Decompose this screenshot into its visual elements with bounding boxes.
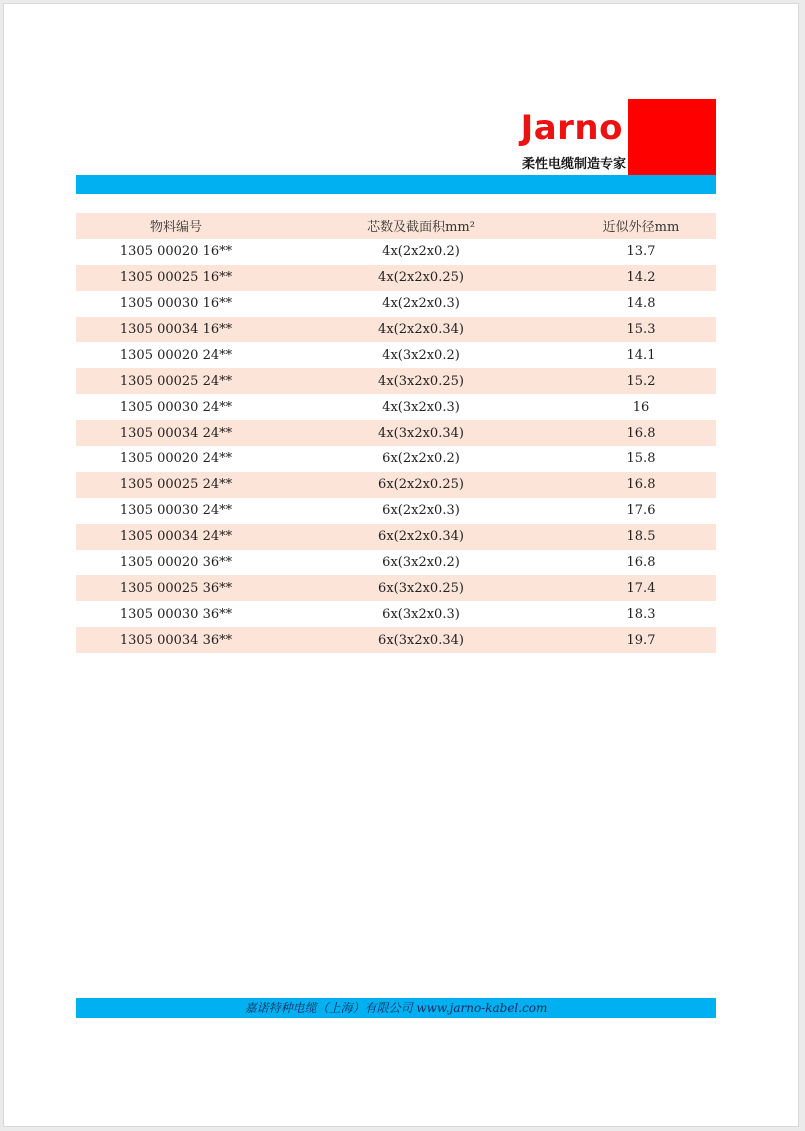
cell-material-number: 1305 00025 36** [119,580,233,596]
cell-material-number: 1305 00020 36** [119,555,233,571]
cell-cores-cross-section: 6x(2x2x0.3) [382,503,460,519]
cell-material-number: 1305 00034 24** [119,425,233,441]
cell-outer-diameter: 16.8 [626,555,656,571]
brand-slogan: 柔性电缆制造专家 [521,157,626,172]
cell-outer-diameter: 15.2 [626,373,656,389]
cell-cores-cross-section: 6x(2x2x0.2) [382,451,460,467]
cell-material-number: 1305 00030 24** [119,503,233,519]
table-row [76,317,716,343]
cell-material-number: 1305 00020 24** [119,451,233,467]
table-row [76,265,716,291]
cell-outer-diameter: 13.7 [626,244,656,260]
cell-cores-cross-section: 4x(3x2x0.34) [378,425,464,441]
header-cores-cross-section: 芯数及截面积mm² [367,220,475,236]
cell-cores-cross-section: 6x(2x2x0.25) [378,477,464,493]
table-row [76,601,716,627]
table-row [76,627,716,653]
table-row [76,394,716,420]
cell-outer-diameter: 17.4 [626,580,656,596]
cell-cores-cross-section: 4x(2x2x0.25) [378,270,464,286]
table-row [76,291,716,317]
cell-cores-cross-section: 6x(3x2x0.2) [382,555,460,571]
table-row [76,446,716,472]
cell-cores-cross-section: 4x(3x2x0.3) [382,399,460,415]
table-row [76,575,716,601]
cell-outer-diameter: 14.1 [626,347,656,363]
header-outer-diameter: 近似外径mm [602,220,680,236]
table-row [76,239,716,265]
table-row [76,342,716,368]
cell-outer-diameter: 16.8 [626,425,656,441]
cell-material-number: 1305 00034 24** [119,529,233,545]
cell-cores-cross-section: 4x(2x2x0.2) [382,244,460,260]
table-row [76,420,716,446]
cell-material-number: 1305 00020 24** [119,347,233,363]
cell-outer-diameter: 18.3 [626,606,656,622]
cell-outer-diameter: 14.2 [626,270,656,286]
table-header-row [76,213,716,239]
cell-outer-diameter: 16.8 [626,477,656,493]
cell-cores-cross-section: 6x(2x2x0.34) [378,529,464,545]
product-table [76,213,716,653]
cell-outer-diameter: 19.7 [626,632,656,648]
cell-cores-cross-section: 4x(3x2x0.2) [382,347,460,363]
brand-logo-block [628,99,716,175]
cell-cores-cross-section: 6x(3x2x0.34) [378,632,464,648]
cell-cores-cross-section: 4x(2x2x0.34) [378,322,464,337]
header-material-number: 物料编号 [149,220,202,236]
cell-material-number: 1305 00030 24** [119,399,233,415]
header-divider-bar [76,175,716,194]
footer-bar: 嘉诺特种电缆（上海）有限公司 www.jarno-kabel.com [76,998,716,1018]
cell-cores-cross-section: 6x(3x2x0.3) [382,606,460,622]
cell-material-number: 1305 00025 24** [119,477,233,493]
cell-material-number: 1305 00034 16** [119,322,233,337]
table-row [76,524,716,550]
cell-material-number: 1305 00030 36** [119,606,233,622]
cell-outer-diameter: 14.8 [626,296,656,312]
cell-cores-cross-section: 4x(2x2x0.3) [382,296,460,312]
table-row [76,550,716,576]
cell-cores-cross-section: 6x(3x2x0.25) [378,580,464,596]
cell-material-number: 1305 00034 36** [119,632,233,648]
cell-cores-cross-section: 4x(3x2x0.25) [378,373,464,389]
table-row [76,498,716,524]
cell-outer-diameter: 15.8 [626,451,656,467]
brand-name: Jarno [520,108,623,148]
table-row [76,472,716,498]
cell-material-number: 1305 00025 24** [119,373,233,389]
cell-outer-diameter: 17.6 [626,503,656,519]
cell-outer-diameter: 16 [632,399,650,415]
cell-outer-diameter: 18.5 [626,529,656,545]
cell-material-number: 1305 00025 16** [119,270,233,286]
cell-material-number: 1305 00030 16** [119,296,233,312]
table-row [76,368,716,394]
cell-outer-diameter: 15.3 [626,322,656,337]
cell-material-number: 1305 00020 16** [119,244,233,260]
document-page [4,4,798,1126]
table-body [76,239,716,653]
